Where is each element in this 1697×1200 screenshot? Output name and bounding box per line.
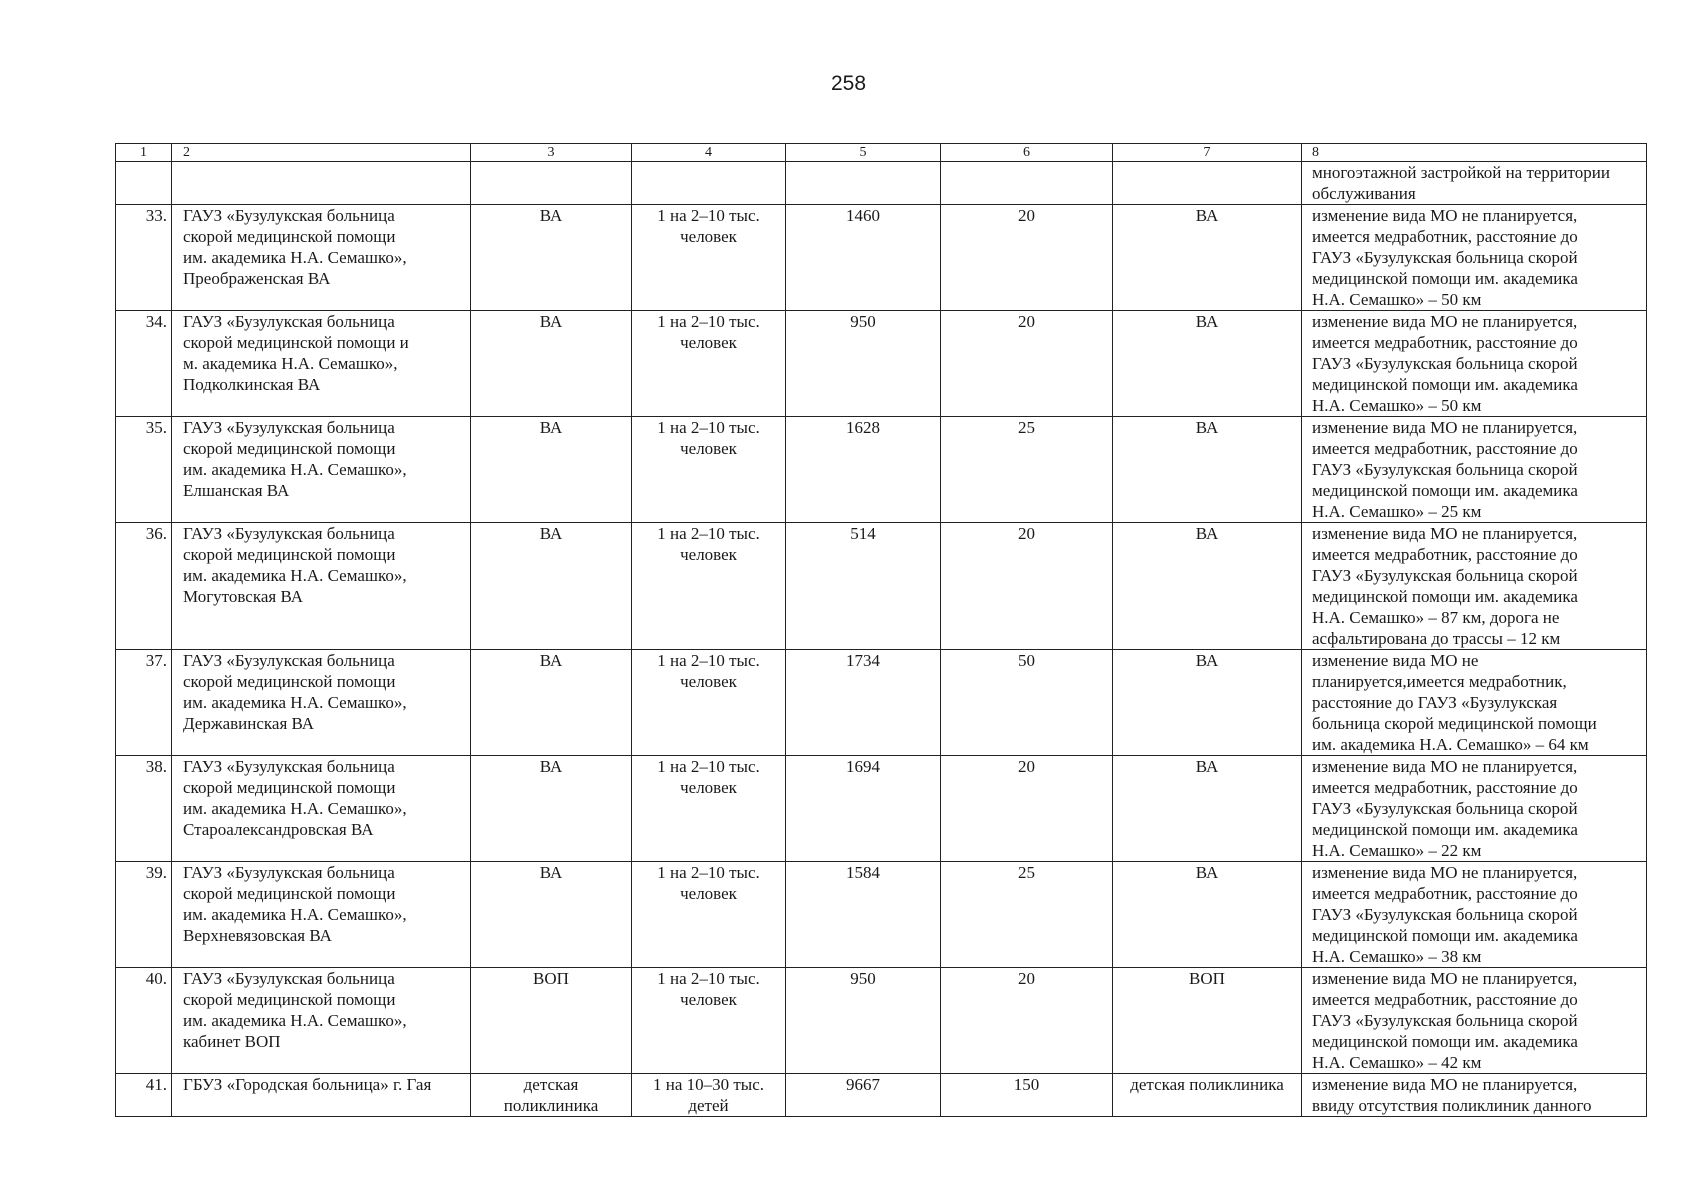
table-cell [786,162,941,205]
note-line: ГАУЗ «Бузулукская больница скорой [1312,248,1578,267]
note-line: обслуживания [1312,184,1416,203]
facility-name-line: им. академика Н.А. Семашко», [183,566,407,585]
norm-cell [632,756,786,862]
facility-name-line: ГАУЗ «Бузулукская больница [183,524,395,543]
facility-name-line: Елшанская ВА [183,481,290,500]
distance-cell: 150 [941,1074,1113,1117]
facility-type-cell: ВА [471,756,632,862]
norm-line: человек [680,439,737,458]
facility-name-line: скорой медицинской помощи [183,778,396,797]
population-cell: 1694 [786,756,941,862]
table-row [116,311,1647,417]
norm-line: человек [680,778,737,797]
planned-type-cell: ВА [1113,205,1302,311]
planned-type-cell: ВА [1113,311,1302,417]
note-line: имеется медработник, расстояние до [1312,778,1578,797]
facilities-table [115,143,1647,1117]
note-line: медицинской помощи им. академика [1312,481,1578,500]
facility-name-cell [172,756,471,862]
table-row [116,417,1647,523]
note-line: изменение вида МО не планируется, [1312,1075,1578,1094]
continuation-row [116,162,1647,205]
table-row [116,756,1647,862]
facility-name-cell [172,205,471,311]
facility-name-line: им. академика Н.А. Семашко», [183,460,407,479]
note-line: Н.А. Семашко» – 50 км [1312,290,1482,309]
note-cell [1302,417,1647,523]
facility-name-line: ГАУЗ «Бузулукская больница [183,757,395,776]
facility-name-cell [172,1074,471,1117]
note-line: имеется медработник, расстояние до [1312,227,1578,246]
facility-name-line: ГБУЗ «Городская больница» г. Гая [183,1075,432,1094]
facility-name-line: скорой медицинской помощи [183,439,396,458]
norm-line: 1 на 2–10 тыс. [657,418,760,437]
norm-line: 1 на 2–10 тыс. [657,524,760,543]
note-line: имеется медработник, расстояние до [1312,884,1578,903]
norm-cell [632,417,786,523]
population-cell: 1734 [786,650,941,756]
note-line: многоэтажной застройкой на территории [1312,163,1610,182]
note-line: Н.А. Семашко» – 25 км [1312,502,1482,521]
note-line: изменение вида МО не планируется, [1312,418,1578,437]
facility-name-line: ГАУЗ «Бузулукская больница [183,969,395,988]
note-line: асфальтирована до трассы – 12 км [1312,629,1561,648]
distance-cell: 20 [941,205,1113,311]
population-cell: 1628 [786,417,941,523]
table-cell [172,162,471,205]
facility-type-cell: ВА [471,311,632,417]
norm-line: человек [680,545,737,564]
note-line: ГАУЗ «Бузулукская больница скорой [1312,905,1578,924]
note-line: больница скорой медицинской помощи [1312,714,1597,733]
note-cell [1302,162,1647,205]
distance-cell: 25 [941,417,1113,523]
norm-line: человек [680,990,737,1009]
table-row [116,1074,1647,1117]
facility-name-cell [172,523,471,650]
facility-name-line: Преображенская ВА [183,269,331,288]
norm-line: 1 на 2–10 тыс. [657,312,760,331]
facility-name-line: скорой медицинской помощи и [183,333,409,352]
note-line: Н.А. Семашко» – 42 км [1312,1053,1482,1072]
note-line: медицинской помощи им. академика [1312,375,1578,394]
facility-type-line: поликлиника [503,1096,599,1115]
note-line: ГАУЗ «Бузулукская больница скорой [1312,354,1578,373]
table-cell [632,162,786,205]
note-line: имеется медработник, расстояние до [1312,990,1578,1009]
table-body [116,144,1647,1117]
header-row [116,144,1647,162]
distance-cell: 20 [941,311,1113,417]
norm-line: человек [680,333,737,352]
note-line: планируется,имеется медработник, [1312,672,1567,691]
facility-name-line: ГАУЗ «Бузулукская больница [183,418,395,437]
distance-cell: 25 [941,862,1113,968]
facility-name-line: ГАУЗ «Бузулукская больница [183,312,395,331]
distance-cell: 50 [941,650,1113,756]
note-cell [1302,205,1647,311]
norm-cell [632,523,786,650]
planned-type-cell: ВА [1113,862,1302,968]
facility-name-line: кабинет ВОП [183,1032,281,1051]
row-number-cell: 39. [116,862,172,968]
note-line: изменение вида МО не [1312,651,1479,670]
planned-type-cell: ВА [1113,523,1302,650]
note-line: медицинской помощи им. академика [1312,1032,1578,1051]
note-line: Н.А. Семашко» – 22 км [1312,841,1482,860]
distance-cell: 20 [941,523,1113,650]
row-number-cell: 37. [116,650,172,756]
row-number-cell: 38. [116,756,172,862]
note-line: изменение вида МО не планируется, [1312,969,1578,988]
table-row [116,650,1647,756]
norm-cell [632,1074,786,1117]
table-row [116,523,1647,650]
note-line: имеется медработник, расстояние до [1312,333,1578,352]
facility-name-line: им. академика Н.А. Семашко», [183,799,407,818]
facility-name-line: скорой медицинской помощи [183,545,396,564]
header-cell: 7 [1113,144,1302,162]
header-cell: 1 [116,144,172,162]
note-line: медицинской помощи им. академика [1312,587,1578,606]
facility-name-line: Могутовская ВА [183,587,304,606]
population-cell: 950 [786,968,941,1074]
planned-type-cell: ВОП [1113,968,1302,1074]
facility-name-line: им. академика Н.А. Семашко», [183,905,407,924]
note-cell [1302,968,1647,1074]
note-line: изменение вида МО не планируется, [1312,863,1578,882]
population-cell: 950 [786,311,941,417]
note-line: изменение вида МО не планируется, [1312,524,1578,543]
facility-name-cell [172,968,471,1074]
facility-name-line: Верхневязовская ВА [183,926,332,945]
row-number-cell: 35. [116,417,172,523]
norm-line: 1 на 2–10 тыс. [657,969,760,988]
note-line: ГАУЗ «Бузулукская больница скорой [1312,799,1578,818]
facility-type-line: детская [523,1075,579,1094]
population-cell: 1460 [786,205,941,311]
note-line: медицинской помощи им. академика [1312,820,1578,839]
note-line: медицинской помощи им. академика [1312,926,1578,945]
planned-type-cell: детская поликлиника [1113,1074,1302,1117]
note-line: Н.А. Семашко» – 87 км, дорога не [1312,608,1560,627]
facility-name-line: скорой медицинской помощи [183,990,396,1009]
distance-cell: 20 [941,968,1113,1074]
distance-cell: 20 [941,756,1113,862]
table-cell [941,162,1113,205]
facility-name-cell [172,862,471,968]
note-line: имеется медработник, расстояние до [1312,545,1578,564]
population-cell: 1584 [786,862,941,968]
norm-cell [632,311,786,417]
note-cell [1302,756,1647,862]
facility-type-cell: ВА [471,650,632,756]
page-number: 258 [830,72,867,95]
population-cell: 9667 [786,1074,941,1117]
facility-name-line: скорой медицинской помощи [183,884,396,903]
norm-cell [632,968,786,1074]
note-line: имеется медработник, расстояние до [1312,439,1578,458]
norm-line: 1 на 2–10 тыс. [657,757,760,776]
note-cell [1302,523,1647,650]
header-cell: 5 [786,144,941,162]
norm-line: 1 на 2–10 тыс. [657,651,760,670]
population-cell: 514 [786,523,941,650]
note-line: изменение вида МО не планируется, [1312,312,1578,331]
note-line: им. академика Н.А. Семашко» – 64 км [1312,735,1589,754]
facility-name-line: ГАУЗ «Бузулукская больница [183,206,395,225]
note-cell [1302,1074,1647,1117]
header-cell: 3 [471,144,632,162]
facility-type-cell: ВОП [471,968,632,1074]
note-line: Н.А. Семашко» – 38 км [1312,947,1482,966]
norm-line: 1 на 2–10 тыс. [657,206,760,225]
facility-name-line: Державинская ВА [183,714,315,733]
note-line: ввиду отсутствия поликлиник данного [1312,1096,1592,1115]
facility-name-line: Подколкинская ВА [183,375,321,394]
norm-line: человек [680,672,737,691]
table-row [116,968,1647,1074]
note-line: ГАУЗ «Бузулукская больница скорой [1312,460,1578,479]
facility-type-cell: ВА [471,417,632,523]
note-cell [1302,862,1647,968]
header-cell: 4 [632,144,786,162]
norm-cell [632,862,786,968]
norm-line: 1 на 2–10 тыс. [657,863,760,882]
note-cell [1302,650,1647,756]
planned-type-cell: ВА [1113,756,1302,862]
note-line: ГАУЗ «Бузулукская больница скорой [1312,1011,1578,1030]
table-cell [1113,162,1302,205]
facility-name-cell [172,311,471,417]
facility-name-line: ГАУЗ «Бузулукская больница [183,863,395,882]
norm-line: 1 на 10–30 тыс. [652,1075,765,1094]
table-row [116,862,1647,968]
table-cell [471,162,632,205]
facility-name-line: им. академика Н.А. Семашко», [183,1011,407,1030]
note-line: Н.А. Семашко» – 50 км [1312,396,1482,415]
norm-line: детей [688,1096,729,1115]
row-number-cell: 34. [116,311,172,417]
facility-name-line: скорой медицинской помощи [183,672,396,691]
note-line: ГАУЗ «Бузулукская больница скорой [1312,566,1578,585]
row-number-cell: 33. [116,205,172,311]
facility-type-cell: ВА [471,523,632,650]
row-number-cell: 40. [116,968,172,1074]
note-line: медицинской помощи им. академика [1312,269,1578,288]
facility-name-line: ГАУЗ «Бузулукская больница [183,651,395,670]
norm-line: человек [680,227,737,246]
note-line: изменение вида МО не планируется, [1312,206,1578,225]
planned-type-cell: ВА [1113,650,1302,756]
facility-type-cell [471,1074,632,1117]
note-line: расстояние до ГАУЗ «Бузулукская [1312,693,1558,712]
facility-type-cell: ВА [471,862,632,968]
row-number-cell: 41. [116,1074,172,1117]
norm-cell [632,205,786,311]
header-cell: 2 [172,144,471,162]
facility-name-cell [172,417,471,523]
table-row [116,205,1647,311]
note-line: изменение вида МО не планируется, [1312,757,1578,776]
planned-type-cell: ВА [1113,417,1302,523]
row-number-cell: 36. [116,523,172,650]
header-cell: 6 [941,144,1113,162]
facility-name-line: скорой медицинской помощи [183,227,396,246]
table-cell [116,162,172,205]
facility-type-cell: ВА [471,205,632,311]
norm-cell [632,650,786,756]
facility-name-line: Староалександровская ВА [183,820,374,839]
facility-name-cell [172,650,471,756]
note-cell [1302,311,1647,417]
facility-name-line: м. академика Н.А. Семашко», [183,354,398,373]
norm-line: человек [680,884,737,903]
facility-name-line: им. академика Н.А. Семашко», [183,248,407,267]
header-cell: 8 [1302,144,1647,162]
facility-name-line: им. академика Н.А. Семашко», [183,693,407,712]
